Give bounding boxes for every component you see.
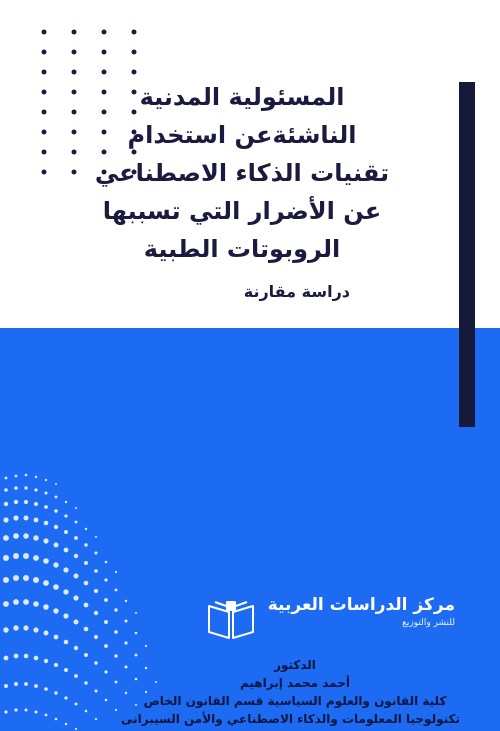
title-line: المسئولية المدنية [139,83,345,111]
title-line: الناشئةعن استخدام [127,121,357,149]
title-line: عن الأضرار التي تسببها [102,197,382,225]
title-line: الروبوتات الطبية [143,235,341,263]
book-title [92,78,392,268]
author-affiliation: كلية القانون والعلوم السياسية قسم القانون الخاص [143,694,447,708]
open-book-icon [205,598,257,642]
author-affiliation: تكنولوجيا المعلومات والذكاء الاصطناعي والأمن السيبرانى [120,712,460,726]
publisher-name: مركز الدراسات العربية [267,595,455,615]
author-role: الدكتور [274,658,316,672]
publisher-tagline: للنشر والتوزيع [402,618,455,628]
author-name: أحمد محمد إبراهيم [240,676,350,690]
halftone-wave-decoration [0,468,240,731]
book-subtitle: دراسة مقارنة [243,282,350,301]
cover-top-panel [0,0,500,328]
vertical-accent-bar [459,82,475,427]
publisher-text [268,594,455,630]
title-line: تقنيات الذكاء الاصطناعي [94,159,390,187]
publisher-logo [205,586,455,656]
cover-bottom-panel [0,328,500,731]
